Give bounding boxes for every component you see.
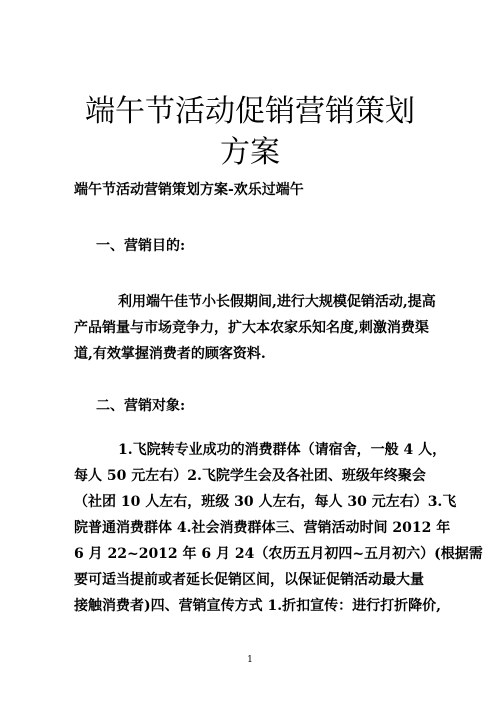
section-heading-purpose: 一、营销目的: [96, 238, 186, 254]
paragraph-line: 6 月 22~2012 年 6 月 24（农历五月初四~五月初六）(根据需 [74, 546, 483, 562]
paragraph-line: 每人 50 元左右）2.飞院学生会及各社团、班级年终聚会 [74, 468, 426, 484]
paragraph-line: 产品销量与市场竞争力，扩大本农家乐知名度,刺激消费渠 [74, 320, 429, 336]
paragraph-line: 利用端午佳节小长假期间,进行大规模促销活动,提高 [118, 294, 436, 310]
paragraph-line: 院普通消费群体 4.社会消费群体三、营销活动时间 2012 年 [74, 520, 451, 536]
document-subtitle: 端午节活动营销策划方案-欢乐过端午 [74, 182, 304, 198]
section-heading-target: 二、营销对象: [96, 398, 186, 414]
paragraph-line: 接触消费者)四、营销宣传方式 1.折扣宣传：进行打折降价, [74, 598, 441, 614]
document-title-line-2: 方案 [220, 135, 280, 170]
document-title-line-1: 端午节活动促销营销策划 [85, 94, 415, 129]
paragraph-line: （社团 10 人左右，班级 30 人左右，每人 30 元左右）3.飞 [74, 494, 457, 510]
paragraph-line: 要可适当提前或者延长促销区间，以保证促销活动最大量 [74, 572, 424, 588]
paragraph-line: 1.飞院转专业成功的消费群体（请宿舍，一般 4 人， [118, 442, 447, 458]
page-number: 1 [247, 655, 253, 665]
paragraph-line: 道,有效掌握消费者的顾客资料. [74, 346, 266, 362]
